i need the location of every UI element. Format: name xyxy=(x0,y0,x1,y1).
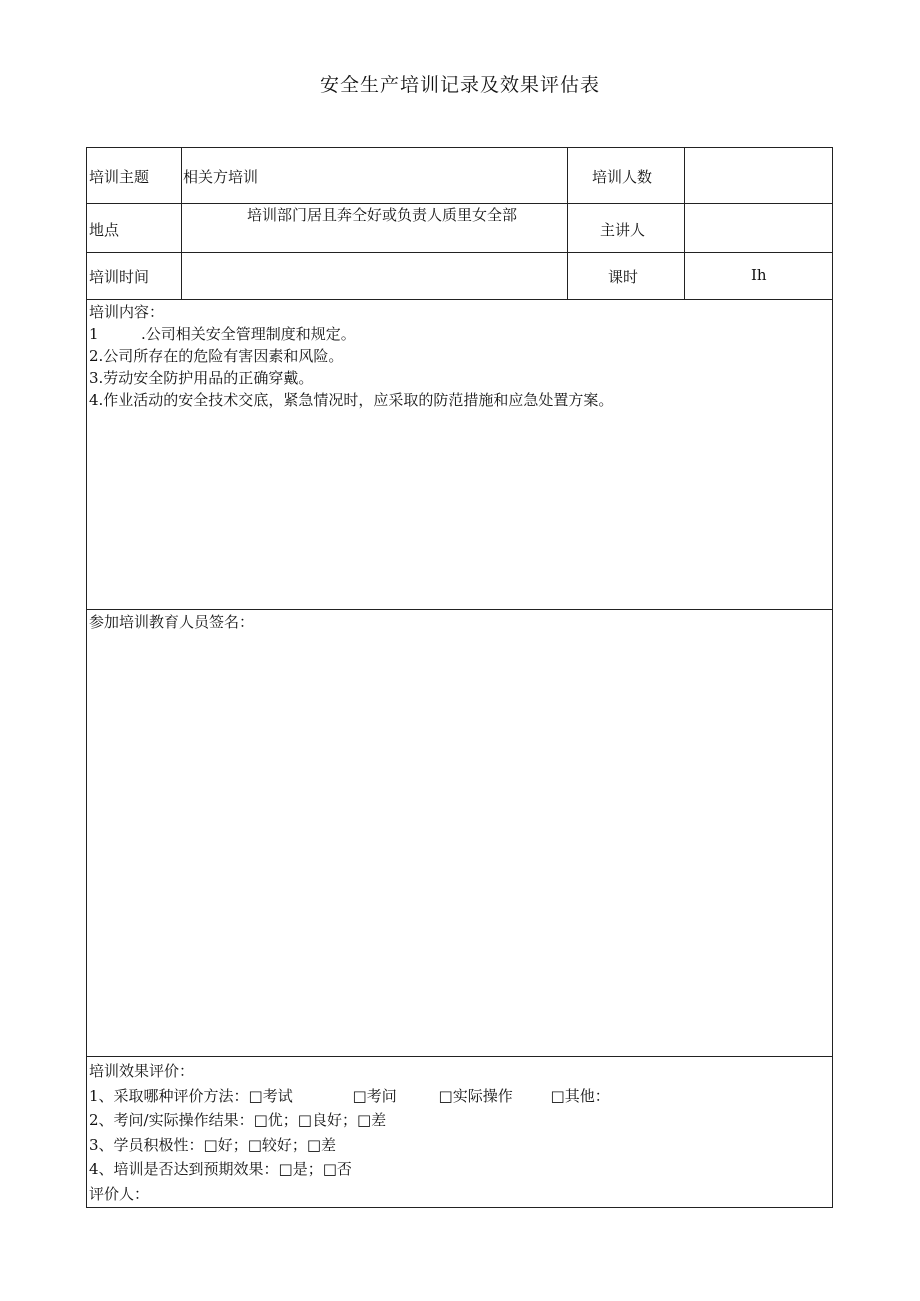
count-label: 培训人数 xyxy=(592,168,653,186)
time-label: 培训时间 xyxy=(89,268,150,286)
method-other-checkbox[interactable]: □其他： xyxy=(550,1086,610,1105)
content-label: 培训内容： xyxy=(89,303,165,321)
method-practice-checkbox[interactable]: □实际操作 xyxy=(438,1086,513,1105)
method-exam-checkbox[interactable]: □考试 xyxy=(248,1086,293,1105)
topic-value[interactable]: 相关方培训 xyxy=(183,168,259,186)
topic-label: 培训主题 xyxy=(89,168,150,186)
method-question-checkbox[interactable]: □考问 xyxy=(352,1086,397,1105)
evaluator-label: 评价人： xyxy=(89,1184,150,1203)
content-item-3: 3.劳动安全防护用品的正确穿戴。 xyxy=(89,369,314,387)
content-item-1-number: 1 xyxy=(89,325,99,343)
row-divider xyxy=(87,609,832,610)
signature-label: 参加培训教育人员签名： xyxy=(89,613,255,631)
row-divider xyxy=(87,252,832,253)
location-label: 地点 xyxy=(89,221,120,239)
hours-value[interactable]: Ih xyxy=(751,266,767,284)
content-item-2: 2.公司所存在的危险有害因素和风险。 xyxy=(89,347,344,365)
col-divider xyxy=(567,148,568,299)
row-divider xyxy=(87,1056,832,1057)
evaluation-result-row[interactable]: 2、考问/实际操作结果：□优；□良好；□差 xyxy=(89,1111,387,1129)
hours-label: 课时 xyxy=(608,268,639,286)
evaluation-label: 培训效果评价： xyxy=(89,1062,195,1080)
content-item-1 xyxy=(89,323,613,345)
content-item-1-text: .公司相关安全管理制度和规定。 xyxy=(141,325,356,343)
col-divider xyxy=(684,148,685,299)
evaluation-method-prefix: 1、采取哪种评价方法： xyxy=(89,1086,249,1105)
evaluation-achieved-row[interactable]: 4、培训是否达到预期效果：□是；□否 xyxy=(89,1160,352,1178)
location-value[interactable]: 培训部门居且奔仝好或负责人质里女全部 xyxy=(247,206,518,224)
form-table xyxy=(86,147,833,1208)
content-item-4: 4.作业活动的安全技术交底，紧急情况时，应采取的防范措施和应急处置方案。 xyxy=(89,391,614,409)
row-divider xyxy=(87,299,832,300)
evaluation-section xyxy=(89,1059,610,1206)
signature-section xyxy=(89,611,254,633)
evaluation-method-row xyxy=(89,1084,610,1109)
evaluation-engagement-row[interactable]: 3、学员积极性：□好；□较好；□差 xyxy=(89,1135,337,1154)
col-divider xyxy=(181,148,182,299)
page-title: 安全生产培训记录及效果评估表 xyxy=(319,74,600,96)
content-section xyxy=(89,301,613,411)
speaker-label: 主讲人 xyxy=(600,221,646,239)
